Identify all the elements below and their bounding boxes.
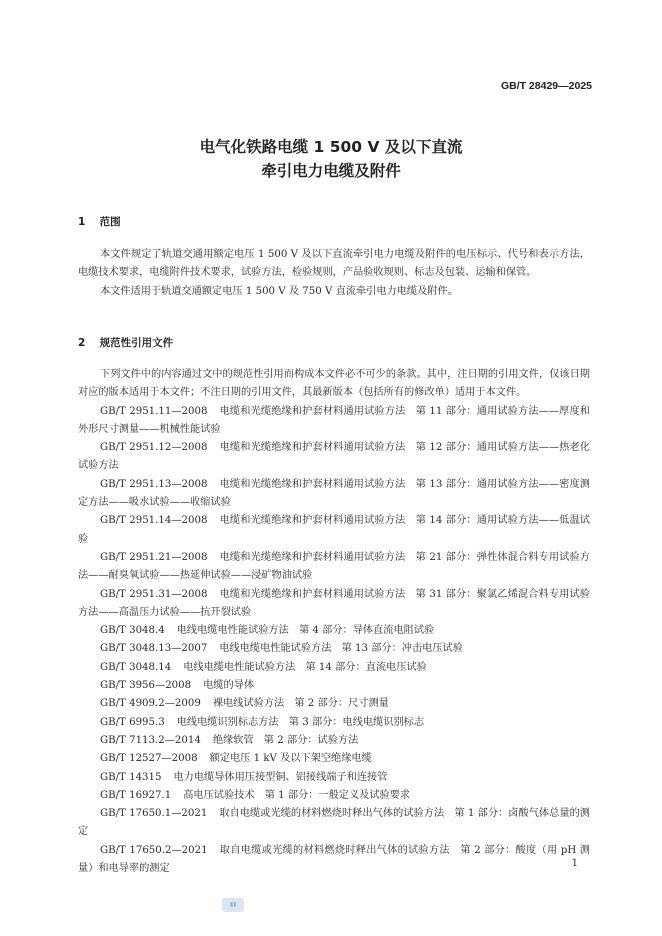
reference-item [78,677,590,695]
section-1-number: 1 [78,216,86,228]
reference-item [78,695,590,713]
reference-title: 电缆和光缆绝缘和护套材料通用试验方法 第 21 部分：弹性体混合料专用试验方法——耐臭氧试验——热延伸试验——浸矿物油试验 [78,551,590,582]
document-title [0,135,662,183]
standard-number: GB/T 28429—2025 [500,80,592,92]
scope-paragraph-1: 本文件规定了轨道交通用额定电压 1 500 V 及以下直流牵引电力电缆及附件的电压标示、代号和表示方法，电缆技术要求，电缆附件技术要求，试验方法，检验规则，产品验收规则、标志及包装、运输和保管。 [78,249,590,279]
reference-title: 取自电缆或光缆的材料燃烧时释出气体的试验方法 第 1 部分：卤酸气体总量的测定 [78,808,590,838]
reference-code: GB/T 2951.12—2008 [100,442,208,454]
reference-title: 电力电缆导体用压接型铜、铝接线端子和连接管 [173,771,388,783]
reference-code: GB/T 3048.13—2007 [100,643,208,655]
reference-code: GB/T 12527—2008 [100,753,198,765]
reference-code: GB/T 2951.13—2008 [100,478,208,490]
section-2-number: 2 [78,337,86,349]
reference-code: GB/T 16927.1 [100,789,172,801]
reference-title: 电缆和光缆绝缘和护套材料通用试验方法 第 13 部分：通用试验方法——密度测定方法——吸水试验——收缩试验 [78,478,590,509]
reference-title: 电缆和光缆绝缘和护套材料通用试验方法 第 11 部分：通用试验方法——厚度和外形尺寸测量——机械性能试验 [78,405,590,435]
title-line-1: 电气化铁路电缆 1 500 V 及以下直流 [199,138,463,156]
section-1-title: 范围 [99,216,121,228]
reference-code: GB/T 17650.1—2021 [100,808,208,820]
reference-item [78,787,590,805]
reference-item [78,805,590,842]
reference-title: 电缆和光缆绝缘和护套材料通用试验方法 第 12 部分：通用试验方法——热老化试验方法 [78,442,590,472]
reference-item [78,714,590,732]
section-2-heading [78,335,173,350]
reference-code: GB/T 2951.11—2008 [100,405,208,417]
reference-code: GB/T 6995.3 [100,716,165,728]
reference-item [78,640,590,658]
reference-code: GB/T 2951.31—2008 [100,588,208,600]
title-line-2: 牵引电力电缆及附件 [261,162,401,180]
reference-title: 裸电线试验方法 第 2 部分：尺寸测量 [212,698,389,710]
section-1-heading [78,214,121,229]
reference-item [78,622,590,640]
reference-title: 电线电缆电性能试验方法 第 4 部分：导体直流电阻试验 [176,625,435,637]
reference-code: GB/T 2951.14—2008 [100,515,208,527]
reference-item [78,659,590,677]
reference-code: GB/T 2951.21—2008 [100,551,208,563]
reference-item [78,769,590,787]
reference-item [78,403,590,440]
section-1-body [78,246,590,301]
reference-item [78,549,590,586]
reference-title: 电缆和光缆绝缘和护套材料通用试验方法 第 31 部分：聚氯乙烯混合料专用试验方法——高温压力试验——抗开裂试验 [78,588,590,618]
reference-title: 额定电压 1 kV 及以下架空绝缘电缆 [209,753,372,765]
reference-title: 取自电缆或光缆的材料燃烧时释出气体的试验方法 第 2 部分：酸度（用 pH 测量）和电导率的测定 [78,844,590,875]
section-2-title: 规范性引用文件 [99,337,174,349]
reference-title: 电缆和光缆绝缘和护套材料通用试验方法 第 14 部分：通用试验方法——低温试验 [78,515,590,545]
reference-title: 电线电缆识别标志方法 第 3 部分：电线电缆识别标志 [176,716,425,728]
reference-title: 电缆的导体 [203,680,255,692]
reference-item [78,586,590,623]
reference-code: GB/T 3048.14 [100,661,172,673]
reference-item [78,512,590,549]
reference-title: 绝缘软管 第 2 部分：试验方法 [212,734,359,746]
page-number: 1 [571,858,578,869]
reference-title: 电线电缆电性能试验方法 第 14 部分：直流电压试验 [183,661,427,673]
reference-code: GB/T 17650.2—2021 [100,844,208,856]
reference-code: GB/T 4909.2—2009 [100,698,201,710]
reference-item [78,439,590,476]
reference-code: GB/T 3956—2008 [100,680,192,692]
reference-item [78,732,590,750]
reference-item [78,750,590,768]
publisher-logo-icon: ▮▮ [222,898,244,912]
reference-title: 高电压试验技术 第 1 部分：一般定义及试验要求 [183,789,411,801]
section-2-body [78,366,590,878]
reference-item [78,842,590,879]
reference-code: GB/T 7113.2—2014 [100,734,201,746]
reference-code: GB/T 14315 [100,771,162,783]
scope-paragraph-2: 本文件适用于轨道交通额定电压 1 500 V 及 750 V 直流牵引电力电缆及附件。 [100,285,458,297]
reference-code: GB/T 3048.4 [100,625,165,637]
reference-item [78,476,590,513]
references-intro: 下列文件中的内容通过文中的规范性引用而构成本文件必不可少的条款。其中，注日期的引用文件，仅该日期对应的版本适用于本文件；不注日期的引用文件，其最新版本（包括所有的修改单）适用于本文件。 [78,369,590,399]
reference-title: 电线电缆电性能试验方法 第 13 部分：冲击电压试验 [219,643,463,655]
